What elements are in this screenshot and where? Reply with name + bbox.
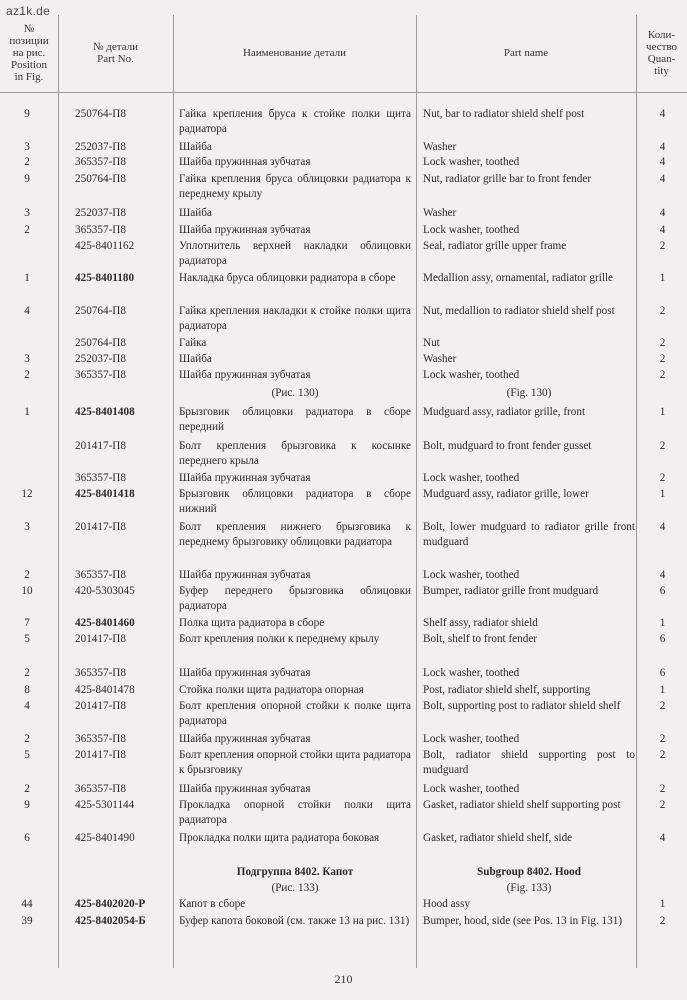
position-cell: 3 — [24, 353, 30, 365]
name-en-cell: Gasket, radiator shield shelf supporting post — [423, 799, 621, 811]
quantity-cell: 1 — [659, 898, 666, 910]
quantity-cell: 1 — [659, 684, 666, 696]
part-number-cell: 201417-П8 — [75, 700, 126, 712]
name-ru-cell: Шайба — [179, 207, 212, 219]
name-ru-cell: Шайба пружинная зубчатая — [179, 156, 311, 168]
name-ru-cell: Буфер капота боковой (см. также 13 на рис. 131) — [179, 915, 410, 927]
name-ru-cell: (Рис. 130) — [271, 387, 319, 399]
name-ru-cell: Гайка крепления накладки к стойке полки щита радиатора — [179, 305, 411, 332]
position-cell: 7 — [24, 617, 30, 629]
position-cell: 9 — [24, 108, 30, 120]
watermark-text: az1k.de — [6, 4, 51, 18]
quantity-cell: 1 — [659, 617, 666, 629]
name-en-cell: Lock washer, toothed — [423, 783, 520, 795]
position-cell: 8 — [24, 684, 30, 696]
position-cell: 3 — [24, 207, 30, 219]
name-en-cell: Bolt, shelf to front fender — [423, 633, 538, 645]
header-quantity-line: чество — [646, 41, 677, 53]
name-ru-cell: Болт крепления опорной стойки к полке щита радиатора — [179, 700, 411, 727]
part-number-cell: 425-8401418 — [75, 488, 135, 500]
position-cell: 2 — [24, 733, 30, 745]
name-ru-cell: Шайба пружинная зубчатая — [179, 569, 311, 581]
name-ru-cell: Шайба — [179, 353, 212, 365]
name-en-cell: Washer — [423, 207, 457, 219]
part-number-cell: 252037-П8 — [75, 207, 126, 219]
position-cell: 2 — [24, 569, 30, 581]
name-ru-cell: Шайба пружинная зубчатая — [179, 224, 311, 236]
name-en-cell: (Fig. 130) — [506, 387, 552, 399]
quantity-cell: 1 — [659, 272, 666, 284]
name-ru-cell: Шайба — [179, 141, 212, 153]
quantity-cell: 6 — [659, 585, 666, 597]
name-en-cell: Bolt, radiator shield supporting post to mudguard — [423, 749, 635, 776]
page-number: 210 — [334, 972, 353, 986]
name-ru-cell: Уплотнитель верхней накладки облицовки радиатора — [179, 240, 411, 267]
name-en-cell: Bolt, lower mudguard to radiator grille front mudguard — [423, 521, 635, 548]
part-number-cell: 425-8402054-Б — [75, 915, 146, 927]
name-en-cell: Hood assy — [423, 898, 470, 910]
name-ru-cell: Брызговик облицовки радиатора в сборе передний — [179, 406, 411, 433]
position-cell: 1 — [24, 406, 30, 418]
quantity-cell: 2 — [659, 472, 666, 484]
name-ru-cell: Прокладка опорной стойки полки щита радиатора — [179, 799, 411, 826]
name-en-cell: Bumper, hood, side (see Pos. 13 in Fig. 131) — [423, 915, 623, 927]
name-en-cell: Post, radiator shield shelf, supporting — [423, 684, 591, 696]
part-number-cell: 201417-П8 — [75, 521, 126, 533]
quantity-cell: 6 — [659, 667, 666, 679]
name-ru-cell: Шайба пружинная зубчатая — [179, 733, 311, 745]
part-number-cell: 425-8401180 — [75, 272, 135, 284]
column-rule — [636, 15, 637, 968]
position-cell: 10 — [21, 585, 33, 597]
position-cell: 44 — [21, 898, 33, 910]
name-ru-cell: Шайба пружинная зубчатая — [179, 667, 311, 679]
position-cell: 39 — [21, 915, 33, 927]
name-en-cell: Seal, radiator grille upper frame — [423, 240, 567, 252]
quantity-cell: 4 — [659, 156, 666, 168]
name-en-cell: Lock washer, toothed — [423, 472, 520, 484]
part-number-cell: 365357-П8 — [75, 472, 126, 484]
name-en-cell: Lock washer, toothed — [423, 369, 520, 381]
name-en-cell: Mudguard assy, radiator grille, front — [423, 406, 586, 418]
name-en-cell: (Fig. 133) — [506, 882, 552, 894]
quantity-cell: 2 — [659, 353, 666, 365]
header-position-line: № — [23, 23, 35, 35]
header-position-line: in Fig. — [14, 71, 44, 83]
position-cell: 3 — [24, 521, 30, 533]
quantity-cell: 4 — [659, 832, 666, 844]
name-en-cell: Lock washer, toothed — [423, 733, 520, 745]
name-ru-cell: Гайка крепления бруса облицовки радиатора к переднему крылу — [179, 173, 411, 200]
name-en-cell: Medallion assy, ornamental, radiator grille — [423, 272, 614, 284]
name-en-cell: Subgroup 8402. Hood — [477, 866, 581, 878]
position-cell: 2 — [24, 667, 30, 679]
name-ru-cell: Стойка полки щита радиатора опорная — [179, 684, 364, 696]
header-name-ru: Наименование детали — [242, 47, 347, 59]
quantity-cell: 2 — [659, 337, 666, 349]
quantity-cell: 1 — [659, 488, 666, 500]
name-ru-cell: Гайка — [179, 337, 207, 349]
name-en-cell: Mudguard assy, radiator grille, lower — [423, 488, 589, 500]
name-ru-cell: Болт крепления нижнего брызговика к переднему брызговику облицовки радиатора — [179, 521, 411, 548]
position-cell: 2 — [24, 783, 30, 795]
header-part-number-line: № детали — [92, 41, 139, 53]
quantity-cell: 4 — [659, 224, 666, 236]
part-number-cell: 201417-П8 — [75, 633, 126, 645]
quantity-cell: 2 — [659, 733, 666, 745]
position-cell: 3 — [24, 141, 30, 153]
quantity-cell: 2 — [659, 240, 666, 252]
name-en-cell: Washer — [423, 141, 457, 153]
name-ru-cell: Болт крепления полки к переднему крылу — [179, 633, 380, 645]
name-ru-cell: Брызговик облицовки радиатора в сборе нижний — [179, 488, 411, 515]
part-number-cell: 425-8402020-Р — [75, 898, 146, 910]
part-number-cell: 250764-П8 — [75, 108, 126, 120]
name-ru-cell: Болт крепления брызговика к косынке переднего крыла — [179, 440, 411, 467]
part-number-cell: 425-8401460 — [75, 617, 135, 629]
quantity-cell: 2 — [659, 749, 666, 761]
position-cell: 9 — [24, 799, 30, 811]
name-en-cell: Lock washer, toothed — [423, 667, 520, 679]
header-part-number — [58, 15, 173, 91]
part-number-cell: 425-8401478 — [75, 684, 135, 696]
quantity-cell: 4 — [659, 141, 666, 153]
name-en-cell: Gasket, radiator shield shelf, side — [423, 832, 573, 844]
name-ru-cell: Шайба пружинная зубчатая — [179, 783, 311, 795]
position-cell: 1 — [24, 272, 30, 284]
position-cell: 2 — [24, 369, 30, 381]
position-cell: 5 — [24, 749, 30, 761]
name-en-cell: Bolt, supporting post to radiator shield shelf — [423, 700, 621, 712]
name-ru-cell: Шайба пружинная зубчатая — [179, 369, 311, 381]
name-en-cell: Bolt, mudguard to front fender gusset — [423, 440, 592, 452]
quantity-cell: 6 — [659, 633, 666, 645]
header-quantity-line: Quan- — [647, 53, 676, 65]
part-number-cell: 425-8401490 — [75, 832, 135, 844]
name-ru-cell: Прокладка полки щита радиатора боковая — [179, 832, 380, 844]
part-number-cell: 252037-П8 — [75, 141, 126, 153]
name-en-cell: Nut, bar to radiator shield shelf post — [423, 108, 585, 120]
part-number-cell: 425-8401408 — [75, 406, 135, 418]
quantity-cell: 2 — [659, 700, 666, 712]
name-ru-cell: Капот в сборе — [179, 898, 246, 910]
part-number-cell: 425-8401162 — [75, 240, 135, 252]
part-number-cell: 252037-П8 — [75, 353, 126, 365]
name-en-cell: Lock washer, toothed — [423, 156, 520, 168]
quantity-cell: 2 — [659, 783, 666, 795]
name-en-cell: Nut, medallion to radiator shield shelf post — [423, 305, 615, 317]
name-ru-cell: Подгруппа 8402. Капот — [236, 866, 354, 878]
part-number-cell: 365357-П8 — [75, 156, 126, 168]
quantity-cell: 2 — [659, 915, 666, 927]
part-number-cell: 250764-П8 — [75, 173, 126, 185]
part-number-cell: 365357-П8 — [75, 733, 126, 745]
quantity-cell: 4 — [659, 569, 666, 581]
quantity-cell: 2 — [659, 369, 666, 381]
quantity-cell: 2 — [659, 799, 666, 811]
part-number-cell: 201417-П8 — [75, 749, 126, 761]
name-en-cell: Nut, radiator grille bar to front fender — [423, 173, 592, 185]
header-name-en: Part name — [503, 47, 549, 59]
quantity-cell: 4 — [659, 207, 666, 219]
header-position-line: Position — [10, 59, 48, 71]
position-cell: 4 — [24, 700, 30, 712]
position-cell: 12 — [21, 488, 33, 500]
name-ru-cell: Шайба пружинная зубчатая — [179, 472, 311, 484]
position-cell: 6 — [24, 832, 30, 844]
header-quantity-line: tity — [654, 65, 669, 77]
name-en-cell: Shelf assy, radiator shield — [423, 617, 538, 629]
header-position-line: на рис. — [12, 47, 46, 59]
header-rule — [0, 92, 687, 93]
part-number-cell: 201417-П8 — [75, 440, 126, 452]
column-rule — [58, 15, 59, 968]
position-cell: 2 — [24, 156, 30, 168]
part-number-cell: 250764-П8 — [75, 305, 126, 317]
quantity-cell: 2 — [659, 440, 666, 452]
part-number-cell: 420-5303045 — [75, 585, 135, 597]
part-number-cell: 250764-П8 — [75, 337, 126, 349]
part-number-cell: 365357-П8 — [75, 783, 126, 795]
name-en-cell: Lock washer, toothed — [423, 569, 520, 581]
name-en-cell: Nut — [423, 337, 440, 349]
header-position — [0, 15, 58, 91]
position-cell: 5 — [24, 633, 30, 645]
name-ru-cell: Болт крепления опорной стойки щита радиатора к брызговику — [179, 749, 411, 776]
part-number-cell: 365357-П8 — [75, 569, 126, 581]
name-en-cell: Washer — [423, 353, 457, 365]
position-cell: 2 — [24, 224, 30, 236]
position-cell: 9 — [24, 173, 30, 185]
part-number-cell: 425-5301144 — [75, 799, 135, 811]
quantity-cell: 4 — [659, 173, 666, 185]
header-quantity-line: Коли- — [647, 29, 676, 41]
name-en-cell: Lock washer, toothed — [423, 224, 520, 236]
name-ru-cell: Гайка крепления бруса к стойке полки щита радиатора — [179, 108, 411, 135]
part-number-cell: 365357-П8 — [75, 224, 126, 236]
name-en-cell: Bumper, radiator grille front mudguard — [423, 585, 599, 597]
position-cell: 4 — [24, 305, 30, 317]
name-ru-cell: (Рис. 133) — [271, 882, 319, 894]
name-ru-cell: Полка щита радиатора в сборе — [179, 617, 325, 629]
part-number-cell: 365357-П8 — [75, 369, 126, 381]
header-part-number-line: Part No. — [97, 53, 134, 65]
header-quantity — [636, 15, 687, 91]
quantity-cell: 2 — [659, 305, 666, 317]
quantity-cell: 4 — [659, 108, 666, 120]
quantity-cell: 4 — [659, 521, 666, 533]
name-ru-cell: Буфер переднего брызговика облицовки радиатора — [179, 585, 411, 612]
column-rule — [416, 15, 417, 968]
part-number-cell: 365357-П8 — [75, 667, 126, 679]
quantity-cell: 1 — [659, 406, 666, 418]
name-ru-cell: Накладка бруса облицовки радиатора в сборе — [179, 272, 396, 284]
header-position-line: позиции — [9, 35, 49, 47]
